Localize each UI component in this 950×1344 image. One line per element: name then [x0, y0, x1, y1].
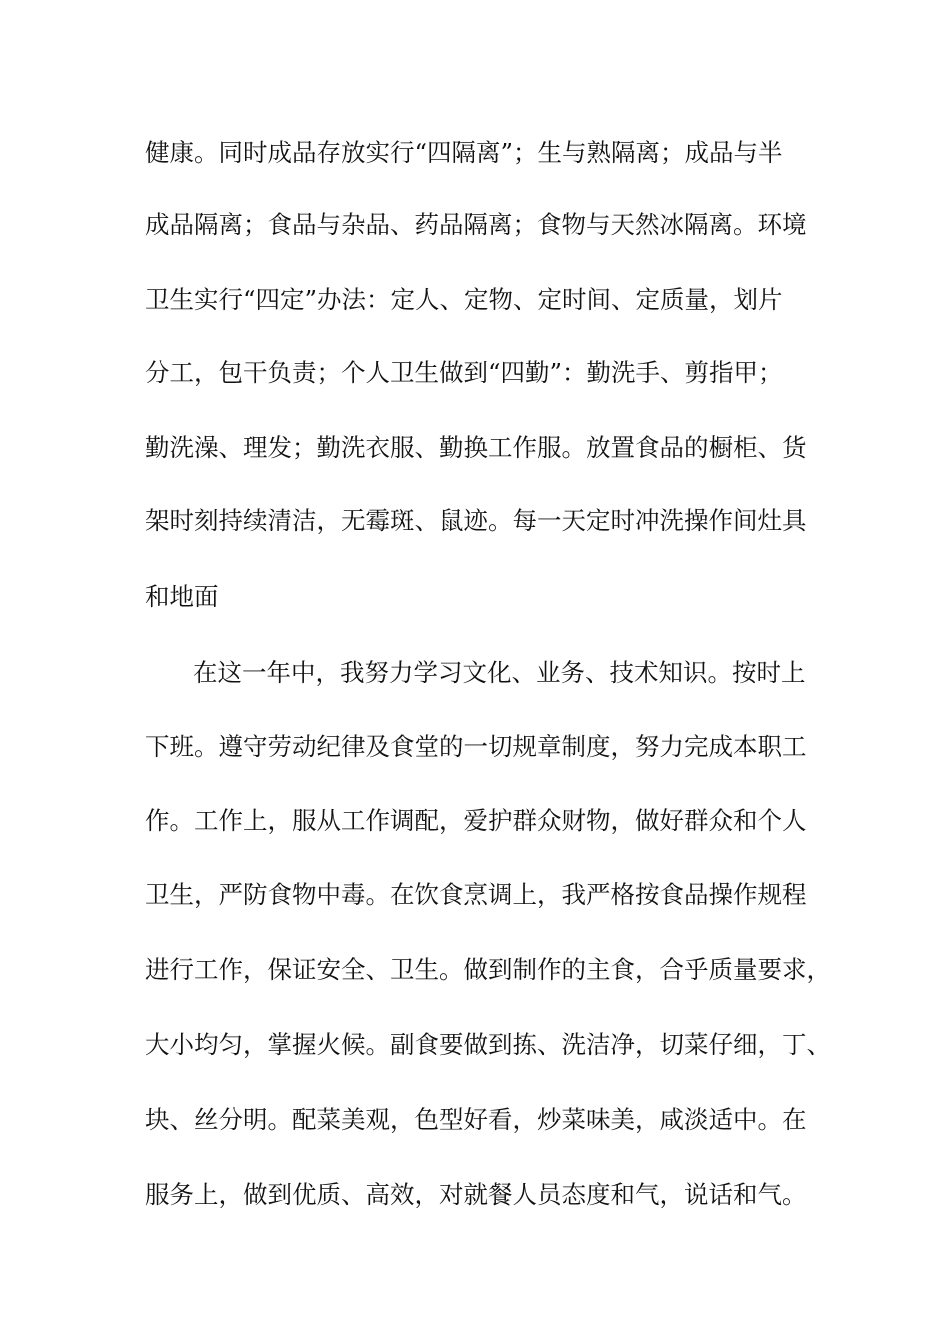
text-line: 成品隔离；食品与杂品、药品隔离；食物与天然冰隔离。环境 [145, 210, 807, 239]
text-line: 作。工作上，服从工作调配，爱护群众财物，做好群众和个人 [145, 806, 807, 835]
text-line: 架时刻持续清洁，无霉斑、鼠迹。每一天定时冲洗操作间灶具 [145, 506, 807, 535]
text-line: 分工，包干负责；个人卫生做到“四勤”：勤洗手、剪指甲； [145, 358, 783, 387]
text-line: 服务上，做到优质、高效，对就餐人员态度和气，说话和气。 [145, 1180, 807, 1209]
text-line: 健康。同时成品存放实行“四隔离”；生与熟隔离；成品与半 [145, 138, 783, 167]
text-line: 大小均匀，掌握火候。副食要做到拣、洗洁净，切菜仔细，丁、 [145, 1030, 831, 1059]
text-line: 下班。遵守劳动纪律及食堂的一切规章制度，努力完成本职工 [145, 732, 807, 761]
text-line: 进行工作，保证安全、卫生。做到制作的主食，合乎质量要求， [145, 955, 831, 984]
text-line: 和地面 [145, 582, 219, 611]
text-line: 卫生，严防食物中毒。在饮食烹调上，我严格按食品操作规程 [145, 880, 807, 909]
text-line: 卫生实行“四定”办法：定人、定物、定时间、定质量，划片 [145, 285, 783, 314]
text-line: 块、丝分明。配菜美观，色型好看，炒菜味美，咸淡适中。在 [145, 1105, 807, 1134]
paragraph-first-line: 在这一年中，我努力学习文化、业务、技术知识。按时上 [193, 658, 806, 687]
text-line: 勤洗澡、理发；勤洗衣服、勤换工作服。放置食品的橱柜、货 [145, 433, 807, 462]
